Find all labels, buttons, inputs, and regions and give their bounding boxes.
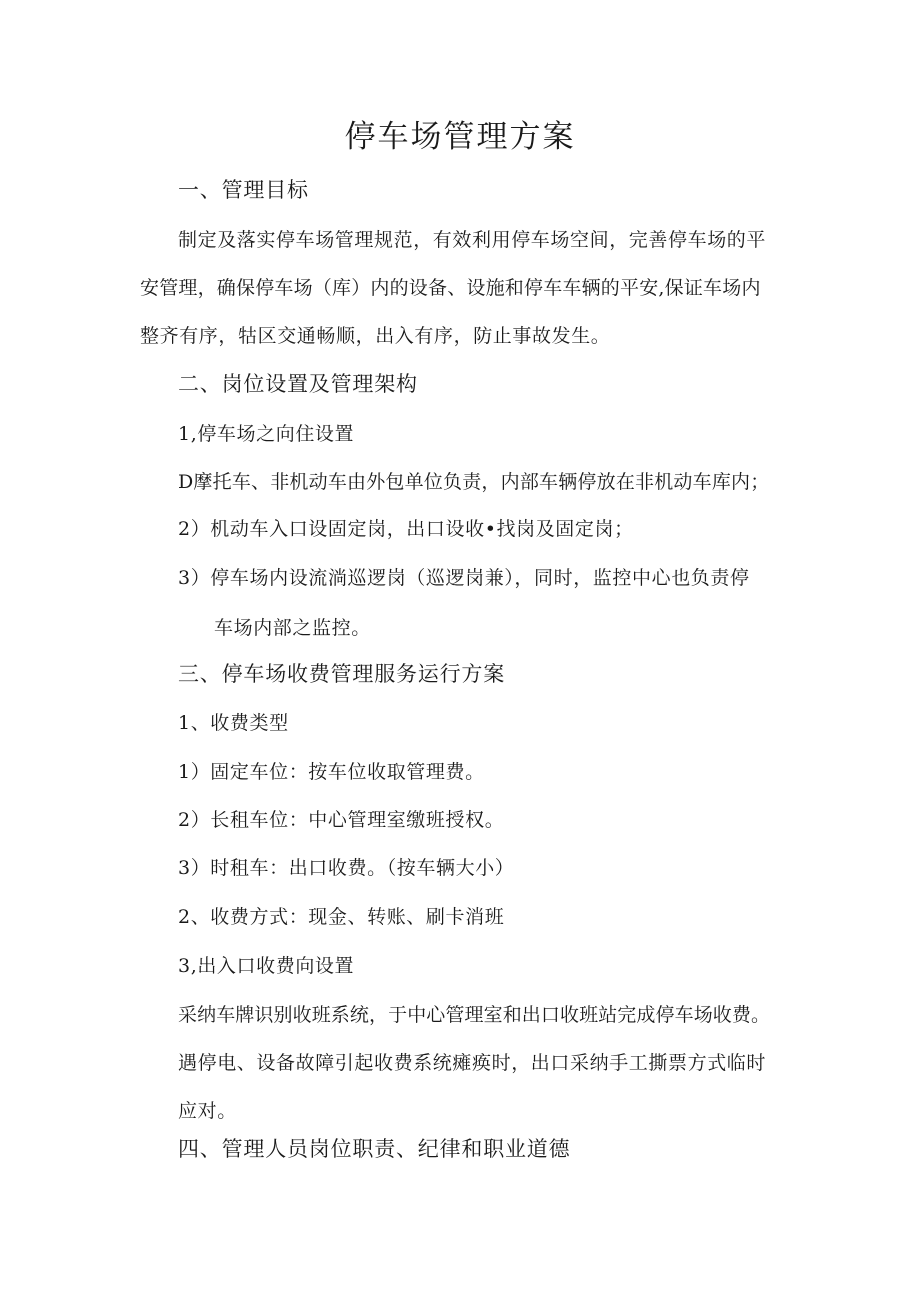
section-heading-1: 一、管理目标: [178, 178, 309, 202]
section-heading-4: 四、管理人员岗位职责、纪律和职业道德: [178, 1137, 571, 1161]
list-item: 2）长租车位：中心管理室缴班授权。: [178, 809, 505, 831]
paragraph-line: 安管理，确保停车场（库）内的设备、设施和停车车辆的平安,保证车场内: [140, 277, 761, 299]
list-item-continuation: 车场内部之监控。: [214, 617, 371, 639]
section-heading-2: 二、岗位设置及管理架构: [178, 372, 418, 396]
list-item: 2、收费方式：现金、转账、刷卡消班: [178, 906, 505, 928]
paragraph-line: 应对。: [178, 1100, 237, 1122]
paragraph-line: 制定及落实停车场管理规范，有效利用停车场空间，完善停车场的平: [178, 229, 767, 251]
list-item: 2）机动车入口设固定岗，出口设收•找岗及固定岗；: [178, 518, 634, 540]
paragraph-line: 遇停电、设备故障引起收费系统瘫痪时，出口采纳手工撕票方式临时: [178, 1052, 767, 1074]
list-item: D摩托车、非机动车由外包单位负责，内部车辆停放在非机动车库内；: [178, 471, 770, 493]
list-item: 3）停车场内设流淌巡逻岗（巡逻岗兼），同时，监控中心也负责停: [178, 567, 750, 589]
list-item: 1、收费类型: [178, 712, 289, 734]
paragraph-line: 整齐有序，牯区交通畅顺，出入有序，防止事故发生。: [140, 325, 611, 347]
paragraph-line: 采纳车牌识别收班系统，于中心管理室和出口收班站完成停车场收费。: [178, 1004, 771, 1026]
list-item: 3）时租车：出口收费。（按车辆大小）: [178, 857, 515, 879]
document-title: 停车场管理方案: [344, 119, 576, 155]
list-item: 1）固定车位：按车位收取管理费。: [178, 761, 485, 783]
list-item: 3,出入口收费向设置: [178, 955, 355, 977]
list-item: 1,停车场之向住设置: [178, 423, 355, 445]
section-heading-3: 三、停车场收费管理服务运行方案: [178, 662, 505, 686]
